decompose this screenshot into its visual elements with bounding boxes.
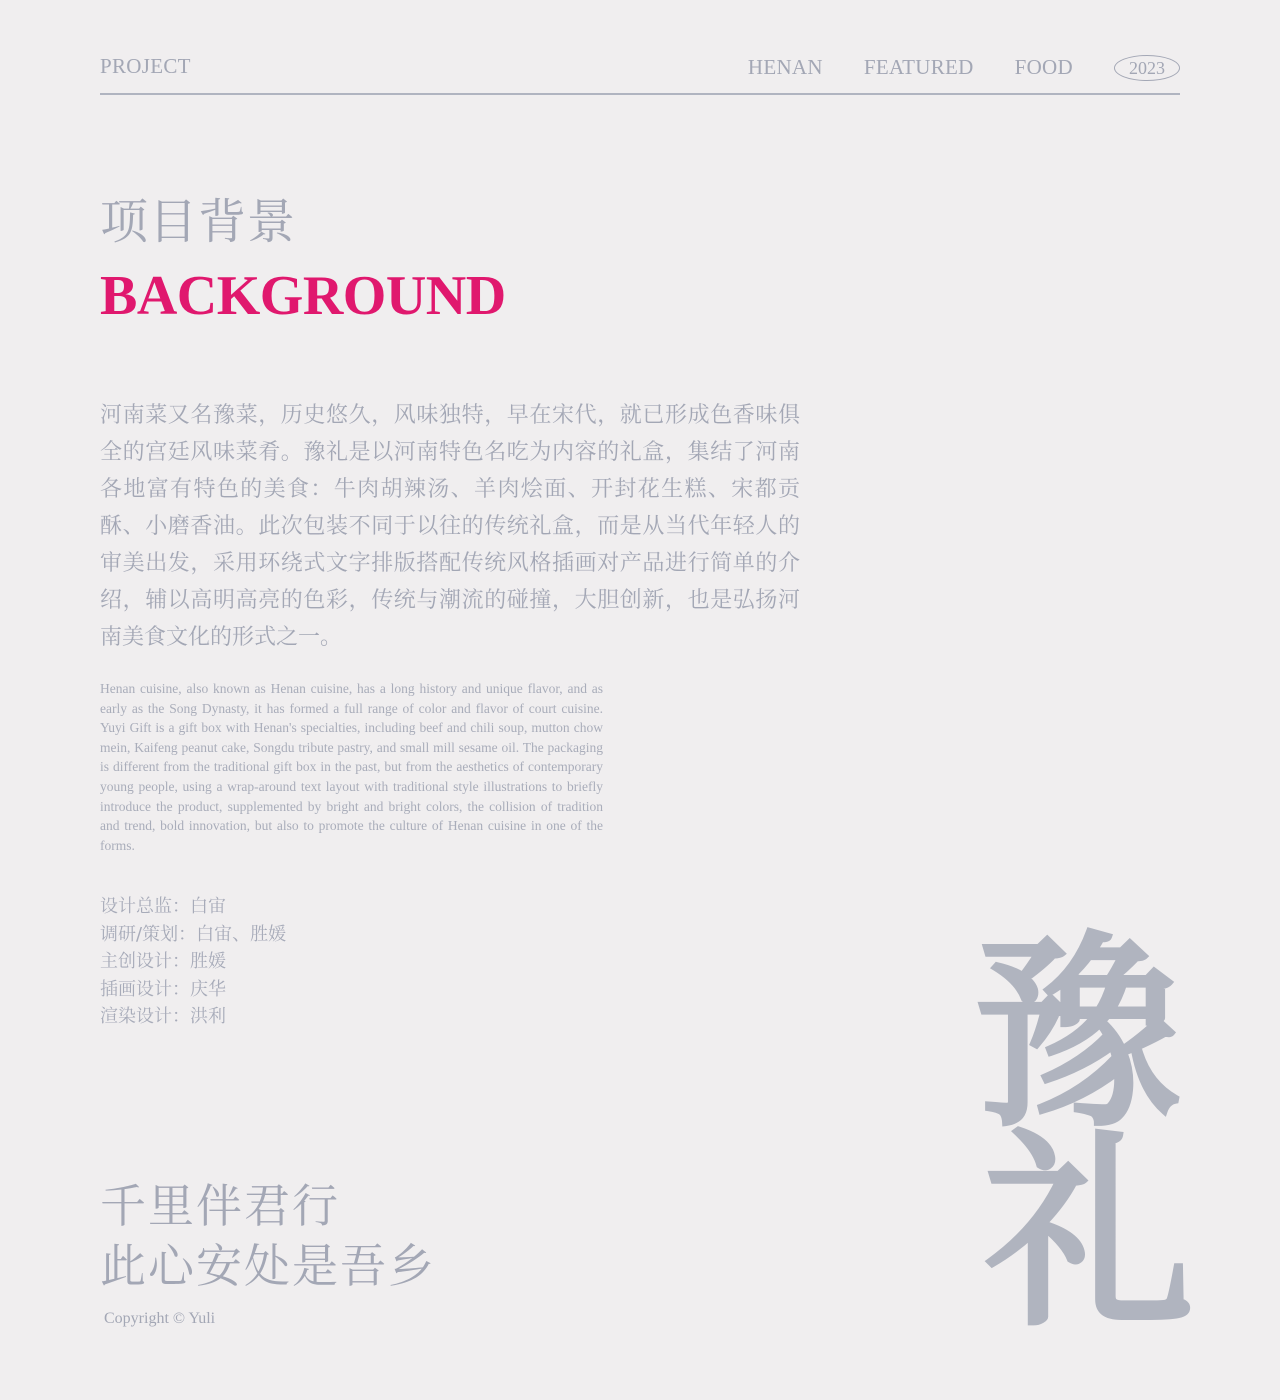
nav-henan[interactable]: HENAN [747, 54, 823, 79]
credits-list [100, 893, 286, 1031]
top-nav [707, 50, 1180, 84]
slogan-line-1: 千里伴君行 [100, 1179, 340, 1233]
credit-research-planning: 调研/策划：白宙、胜媛 [100, 923, 287, 945]
logo-char-yu: 豫 [974, 912, 1182, 1156]
slogan-line-2: 此心安处是吾乡 [100, 1239, 436, 1293]
section-title-cn: 项目背景 [100, 194, 297, 250]
slogan [100, 1176, 436, 1296]
brand-label[interactable]: PROJECT [100, 54, 191, 78]
logo-char-li: 礼 [984, 1109, 1195, 1356]
credit-design-director: 设计总监：白宙 [100, 896, 226, 917]
credit-lead-designer: 主创设计：胜媛 [100, 951, 226, 972]
year-badge: 2023 [1114, 55, 1180, 81]
credit-rendering: 渲染设计：洪利 [100, 1006, 226, 1027]
section-title-en: BACKGROUND [100, 265, 506, 327]
nav-food[interactable]: FOOD [1014, 54, 1073, 79]
site-header [100, 50, 1180, 95]
intro-paragraph-cn: 河南菜又名豫菜，历史悠久，风味独特，早在宋代，就已形成色香味俱全的宫廷风味菜肴。豫礼是以河南特色名吃为内容的礼盒，集结了河南各地富有特色的美食：牛肉胡辣汤、羊肉烩面、开封花生糕、宋都贡酥、小磨香油。此次包装不同于以往的传统礼盒，而是从当代年轻人的审美出发，采用环绕式文字排版搭配传统风格插画对产品进行简单的介绍，辅以高明高亮的色彩，传统与潮流的碰撞，大胆创新，也是弘扬河南美食文化的形式之一。 [100, 403, 800, 650]
copyright-text: Copyright © Yuli [104, 1310, 216, 1327]
credit-illustration: 插画设计：庆华 [100, 978, 226, 1000]
intro-paragraph-en: Henan cuisine, also known as Henan cuisine, has a long history and unique flavor, and as early as the Song Dynasty, it has formed a full range of color and flavor of court cuisine. Yuyi Gift is a gift box with Henan's specialties, including beef and chili soup, mutton chow mein, Kaifeng peanut cake, Songdu tribute pastry, and small mill sesame oil. The packaging is different from the traditional gift box in the past, but from the aesthetics of contemporary young people, using a wrap-around text layout with traditional style illustrations to briefly introduce the product, supplemented by bright and bright colors, the collision of tradition and trend, bold innovation, but also to promote the culture of Henan cuisine in one of the forms. [100, 681, 603, 853]
nav-featured[interactable]: FEATURED [863, 54, 974, 79]
